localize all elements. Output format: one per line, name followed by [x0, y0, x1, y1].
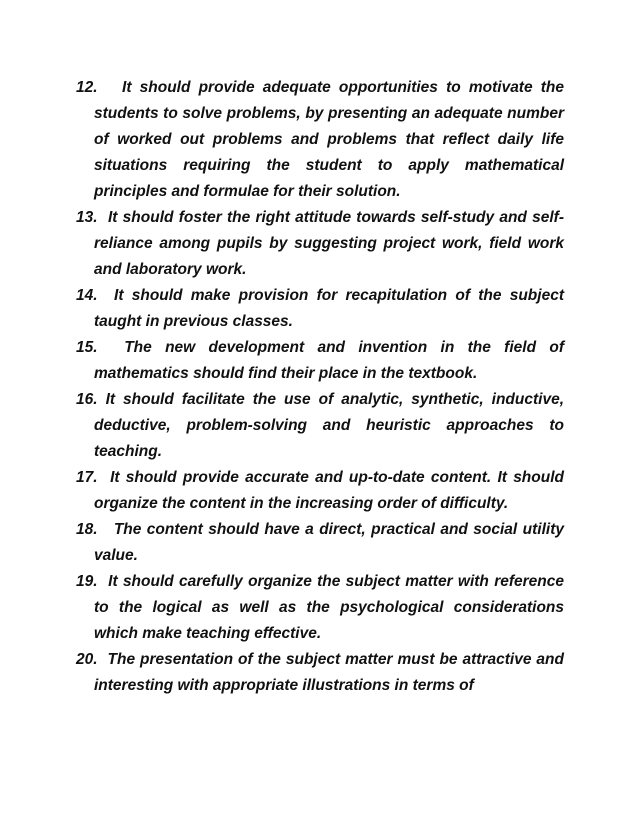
item-text: It should provide adequate opportunities to motivate the students to solve problems, by presenting an adequate number of worked out problems and problems that reflect daily life situations requiring the student to apply mathematical principles and formulae for their solution.	[94, 79, 564, 200]
item-text: It should facilitate the use of analytic, synthetic, inductive, deductive, problem-solving and heuristic approaches to teaching.	[94, 391, 564, 460]
item-number: 18.	[76, 521, 98, 538]
item-number: 20.	[76, 651, 98, 668]
item-text: It should foster the right attitude towards self-study and self-reliance among pupils by suggesting project work, field work and laboratory work.	[94, 209, 564, 278]
list-item	[76, 647, 564, 699]
item-text: The content should have a direct, practical and social utility value.	[94, 521, 564, 564]
list-item	[76, 75, 564, 205]
list-item	[76, 283, 564, 335]
item-number: 16.	[76, 391, 98, 408]
item-number: 15.	[76, 339, 98, 356]
list-item	[76, 387, 564, 465]
list-item	[76, 335, 564, 387]
item-text: It should provide accurate and up-to-date content. It should organize the content in the increasing order of difficulty.	[94, 469, 564, 512]
numbered-list	[76, 75, 564, 699]
item-number: 14.	[76, 287, 98, 304]
item-number: 12.	[76, 79, 98, 96]
item-text: The presentation of the subject matter must be attractive and interesting with appropriate illustrations in terms of	[94, 651, 564, 694]
list-item	[76, 205, 564, 283]
list-item	[76, 465, 564, 517]
item-number: 13.	[76, 209, 98, 226]
item-text: It should carefully organize the subject matter with reference to the logical as well as the psychological considerations which make teaching effective.	[94, 573, 564, 642]
item-text: The new development and invention in the field of mathematics should find their place in the textbook.	[94, 339, 564, 382]
item-number: 17.	[76, 469, 98, 486]
item-text: It should make provision for recapitulation of the subject taught in previous classes.	[94, 287, 564, 330]
item-number: 19.	[76, 573, 98, 590]
list-item	[76, 517, 564, 569]
list-item	[76, 569, 564, 647]
